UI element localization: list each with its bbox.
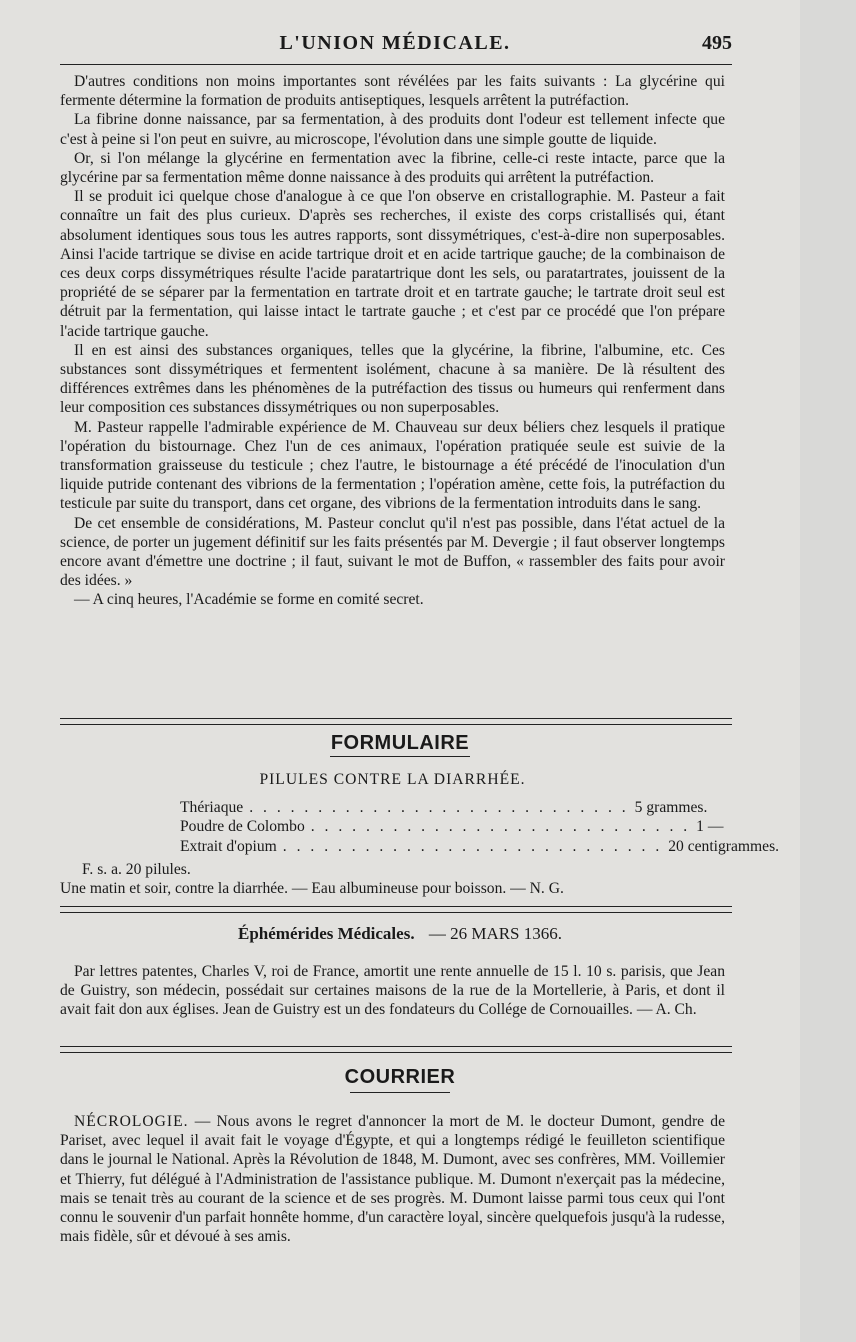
title-underline [350, 1092, 450, 1093]
paragraph: Or, si l'on mélange la glycérine en fermentation avec la fibrine, celle-ci reste intacte, parce que la glycérine par sa fermentation même donne naissance à des produits qui arrêtent la putréfaction. [60, 149, 725, 187]
section-divider [60, 906, 732, 913]
paragraph: La fibrine donne naissance, par sa fermentation, à des produits dont l'odeur est tellement infecte que c'est à peine si l'on peut en suivre, au microscope, l'évolution dans une simple goutte de liquide. [60, 111, 725, 148]
recipe-list [180, 798, 780, 856]
paragraph: Il en est ainsi des substances organiques, telles que la glycérine, la fibrine, l'albumine, etc. Ces substances sont dissymétriques et fermentent isolément, chacune à sa manière. De là résultent des différences extrêmes dans les phénomènes de la putréfaction des tissus ou humeurs qui renferment dans leur composition ces substances dissymétriques ou non superposables. [60, 341, 725, 417]
page-number: 495 [702, 32, 732, 54]
article-body [60, 72, 725, 610]
header-rule [60, 64, 732, 65]
ephemerides-title: Éphémérides Médicales. [237, 924, 415, 943]
necrologie-label: NÉCROLOGIE. [74, 1113, 189, 1130]
paragraph: — A cinq heures, l'Académie se forme en comité secret. [74, 591, 424, 609]
ephemerides-heading [0, 924, 800, 944]
page-header [60, 32, 730, 60]
paragraph: M. Pasteur rappelle l'admirable expérience de M. Chauveau sur deux béliers chez lesquels il pratique l'opération du bistournage. Chez l'un de ces animaux, l'opération pratiquée seule est suivie de la transformation graisseuse du testicule ; chez l'autre, le bistournage a été précédé de l'inoculation d'un liquide putride contenant des vibrions de la fermentation ; l'opération amène, cette fois, la putréfaction du testicule par suite du transport, dans cet organe, des vibrions de la fermentation introduits dans le sang. [60, 418, 725, 513]
journal-title: L'UNION MÉDICALE. [279, 32, 511, 54]
formulaire-subtitle: PILULES CONTRE LA DIARRHÉE. [259, 771, 526, 788]
section-divider [60, 1046, 732, 1053]
recipe-item: Thériaque . . . . . . . . . . . . . . . . . . . . . . . . . . . . 5 grammes. [180, 799, 708, 816]
fsa-line: F. s. a. 20 pilules. [82, 861, 191, 878]
ephemerides-body: Par lettres patentes, Charles V, roi de France, amortit une rente annuelle de 15 l. 10 s. parisis, que Jean de Guistry, son médecin, possédait sur certaines maisons de la rue de la Mortellerie, à Paris, et dont il avait fait don aux églises. Jean de Guistry est un des fondateurs du Collége de Cornouailles. — A. Ch. [60, 963, 725, 1019]
recipe-item: Poudre de Colombo . . . . . . . . . . . . . . . . . . . . . . . . . . . . 1 — [180, 818, 724, 836]
ephemerides-date: — 26 MARS 1366. [428, 924, 563, 943]
section-divider [60, 718, 732, 725]
usage-line: Une matin et soir, contre la diarrhée. — Eau albumineuse pour boisson. — N. G. [60, 880, 564, 897]
courrier-title: COURRIER [344, 1066, 456, 1088]
formulaire-title: FORMULAIRE [330, 732, 470, 754]
paragraph: D'autres conditions non moins importantes sont révélées par les faits suivants : La glycérine qui fermente détermine la formation de produits antiseptiques, lesquels arrêtent la putréfaction. [60, 73, 725, 110]
paragraph: De cet ensemble de considérations, M. Pasteur conclut qu'il n'est pas possible, dans l'état actuel de la science, de porter un jugement définitif sur les faits présentés par M. Devergie ; il faut observer longtemps encore avant d'émettre une doctrine ; il faut, suivant le mot de Buffon, « rassembler des faits pour avoir des idées. » [60, 514, 725, 590]
paragraph: Il se produit ici quelque chose d'analogue à ce que l'on observe en cristallographie. M. Pasteur a fait connaître un fait des plus curieux. D'après ses recherches, il existe des corps cristallisés qui, étant absolument identiques sous tous les autres rapports, sont dissymétriques, c'est-à-dire non superposables. Ainsi l'acide tartrique se divise en acide tartrique droit et en acide tartrique gauche; de la combinaison de ces deux corps dissymétriques résulte l'acide paratartrique dont les sels, ou paratartrates, jouissent de la propriété de se séparer par la fermentation en tartrate droit et en tartrate gauche; le tartrate droit seul est détruit par la fermentation, qui laisse intact le tartrate gauche ; et c'est par ce procédé que l'on prépare l'acide tartrique gauche. [60, 188, 725, 340]
courrier-body [60, 1112, 725, 1246]
title-underline [330, 756, 470, 757]
recipe-item: Extrait d'opium . . . . . . . . . . . . . . . . . . . . . . . . . . . . 20 centigrammes. [180, 837, 780, 855]
necrologie-text: — Nous avons le regret d'annoncer la mort de M. le docteur Dumont, gendre de Pariset, avec lequel il avait fait le voyage d'Égypte, et qui a longtemps rédigé le feuilleton scientifique dans le journal le National. Après la Révolution de 1848, M. Dumont, avec ses confrères, MM. Voillemier et Thierry, fut délégué à l'Administration de l'assistance publique. M. Dumont n'exerçait pas la médecine, mais se tenait très au courant de la science et de ses progrès. M. Dumont laisse parmi tous ceux qui l'ont connu le souvenir d'un parfait honnête homme, d'un caractère loyal, sincère quelquefois jusqu'à la rudesse, mais fidèle, sûr et dévoué à ses amis. [60, 1113, 725, 1246]
